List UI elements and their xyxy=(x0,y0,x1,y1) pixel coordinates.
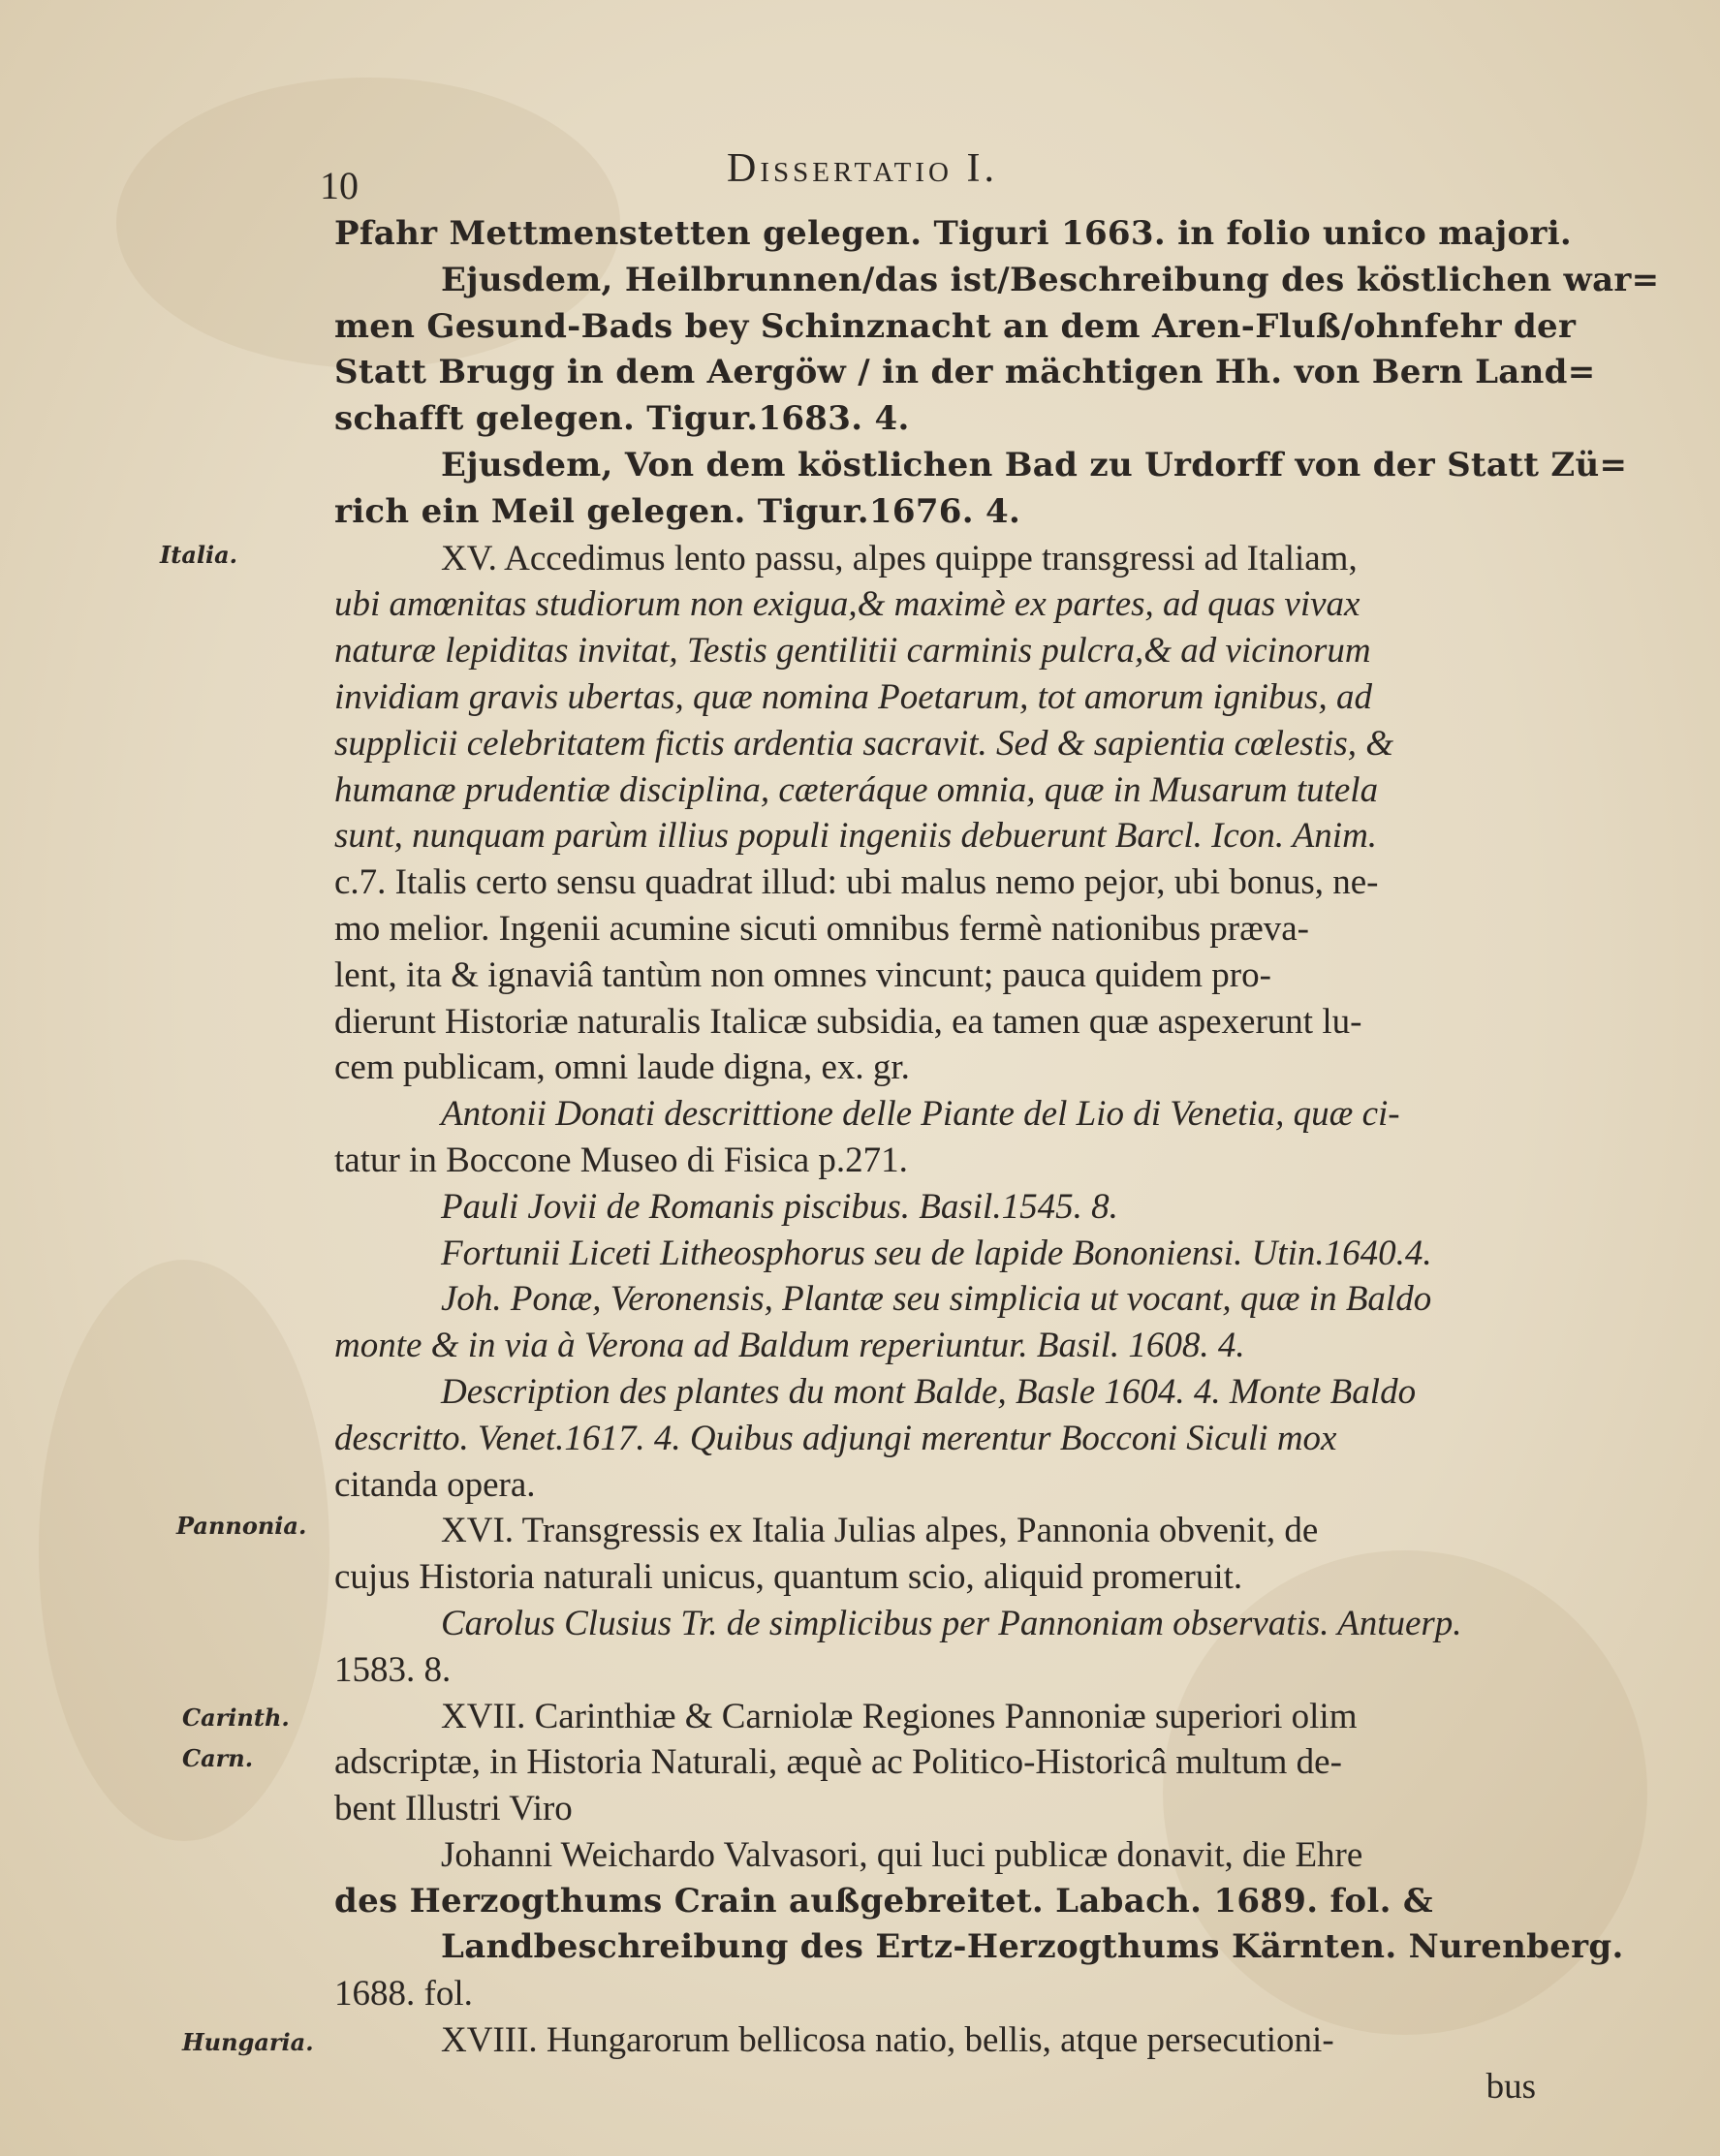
page-body-text xyxy=(334,211,1660,2110)
text-line: Pfahr Mettmenstetten gelegen. Tiguri 1663. in folio unico majori. xyxy=(334,214,1573,253)
text-line: des Herzogthums Crain außgebreitet. Labach. 1689. fol. & xyxy=(334,1881,1433,1921)
text-line: 1583. 8. xyxy=(334,1649,452,1690)
text-line: Joh. Ponæ, Veronensis, Plantæ seu simplicia ut vocant, quæ in Baldo xyxy=(441,1279,1432,1320)
text-line: Antonii Donati descrittione delle Piante del Lio di Venetia, quæ ci- xyxy=(441,1094,1400,1135)
text-line: XVIII. Hungarorum bellicosa natio, bellis, atque persecutioni- xyxy=(441,2020,1334,2061)
text-line: Carolus Clusius Tr. de simplicibus per Pannoniam observatis. Antuerp. xyxy=(441,1603,1462,1643)
text-line: citanda opera. xyxy=(334,1464,536,1505)
text-line: monte & in via à Verona ad Baldum reperiuntur. Basil. 1608. 4. xyxy=(334,1326,1245,1366)
text-line: lent, ita & ignaviâ tantùm non omnes vincunt; pauca quidem pro- xyxy=(334,954,1271,995)
text-line: cem publicam, omni laude digna, ex. gr. xyxy=(334,1047,910,1088)
text-line: bent Illustri Viro xyxy=(334,1789,573,1829)
text-line: Ejusdem, Von dem köstlichen Bad zu Urdorff von der Statt Zü= xyxy=(441,445,1628,484)
text-line: Description des plantes du mont Balde, Basle 1604. 4. Monte Baldo xyxy=(441,1371,1417,1412)
text-line: cujus Historia naturali unicus, quantum scio, aliquid promeruit. xyxy=(334,1557,1243,1598)
text-line: Landbeschreibung des Ertz-Herzogthums Kärnten. Nurenberg. xyxy=(441,1927,1624,1967)
text-line: invidiam gravis ubertas, quæ nomina Poetarum, tot amorum ignibus, ad xyxy=(334,676,1372,717)
running-head: Dissertatio I. xyxy=(727,146,998,191)
margin-note-hungaria: Hungaria. xyxy=(182,2028,314,2056)
text-line: schafft gelegen. Tigur.1683. 4. xyxy=(334,399,910,439)
text-line: rich ein Meil gelegen. Tigur.1676. 4. xyxy=(334,491,1021,531)
text-line: XVII. Carinthiæ & Carniolæ Regiones Pannoniæ superiori olim xyxy=(441,1696,1358,1736)
text-line: Fortunii Liceti Litheosphorus seu de lapide Bononiensi. Utin.1640.4. xyxy=(441,1233,1432,1273)
catchword: bus xyxy=(1485,2066,1536,2107)
margin-note-italia: Italia. xyxy=(160,541,238,569)
text-line: naturæ lepiditas invitat, Testis gentilitii carminis pulcra,& ad vicinorum xyxy=(334,631,1371,672)
margin-note-pannonia: Pannonia. xyxy=(176,1512,307,1540)
text-line: descritto. Venet.1617. 4. Quibus adjungi merentur Bocconi Siculi mox xyxy=(334,1418,1337,1458)
text-line: Johanni Weichardo Valvasori, qui luci publicæ donavit, die Ehre xyxy=(441,1834,1363,1875)
text-line: XV. Accedimus lento passu, alpes quippe transgressi ad Italiam, xyxy=(441,538,1358,578)
page-number: 10 xyxy=(320,164,359,207)
text-line: tatur in Boccone Museo di Fisica p.271. xyxy=(334,1140,908,1180)
text-line: dierunt Historiæ naturalis Italicæ subsidia, ea tamen quæ aspexerunt lu- xyxy=(334,1001,1362,1042)
text-line: XVI. Transgressis ex Italia Julias alpes, Pannonia obvenit, de xyxy=(441,1511,1319,1551)
text-line: c.7. Italis certo sensu quadrat illud: ubi malus nemo pejor, ubi bonus, ne- xyxy=(334,862,1379,903)
text-line: men Gesund-Bads bey Schinznacht an dem Aren-Fluß/ohnfehr der xyxy=(334,306,1577,346)
page-header xyxy=(320,145,1541,207)
text-line: adscriptæ, in Historia Naturali, æquè ac Politico-Historicâ multum de- xyxy=(334,1742,1342,1783)
margin-note-carn: Carn. xyxy=(182,1744,254,1772)
text-line: Pauli Jovii de Romanis piscibus. Basil.1545. 8. xyxy=(441,1186,1118,1227)
text-line: humanæ prudentiæ disciplina, cæteráque omnia, quæ in Musarum tutela xyxy=(334,769,1379,810)
text-line: Ejusdem, Heilbrunnen/das ist/Beschreibung des köstlichen war= xyxy=(441,260,1660,299)
text-line: sunt, nunquam parùm illius populi ingeniis debuerunt Barcl. Icon. Anim. xyxy=(334,816,1378,857)
text-line: 1688. fol. xyxy=(334,1974,473,2015)
text-line: supplicii celebritatem fictis ardentia sacravit. Sed & sapientia cœlestis, & xyxy=(334,723,1394,764)
text-line: mo melior. Ingenii acumine sicuti omnibus fermè nationibus præva- xyxy=(334,908,1309,949)
margin-note-carinth: Carinth. xyxy=(182,1703,290,1732)
text-line: Statt Brugg in dem Aergöw / in der mächtigen Hh. von Bern Land= xyxy=(334,353,1596,392)
text-line: ubi amœnitas studiorum non exigua,& maximè ex partes, ad quas vivax xyxy=(334,584,1360,625)
